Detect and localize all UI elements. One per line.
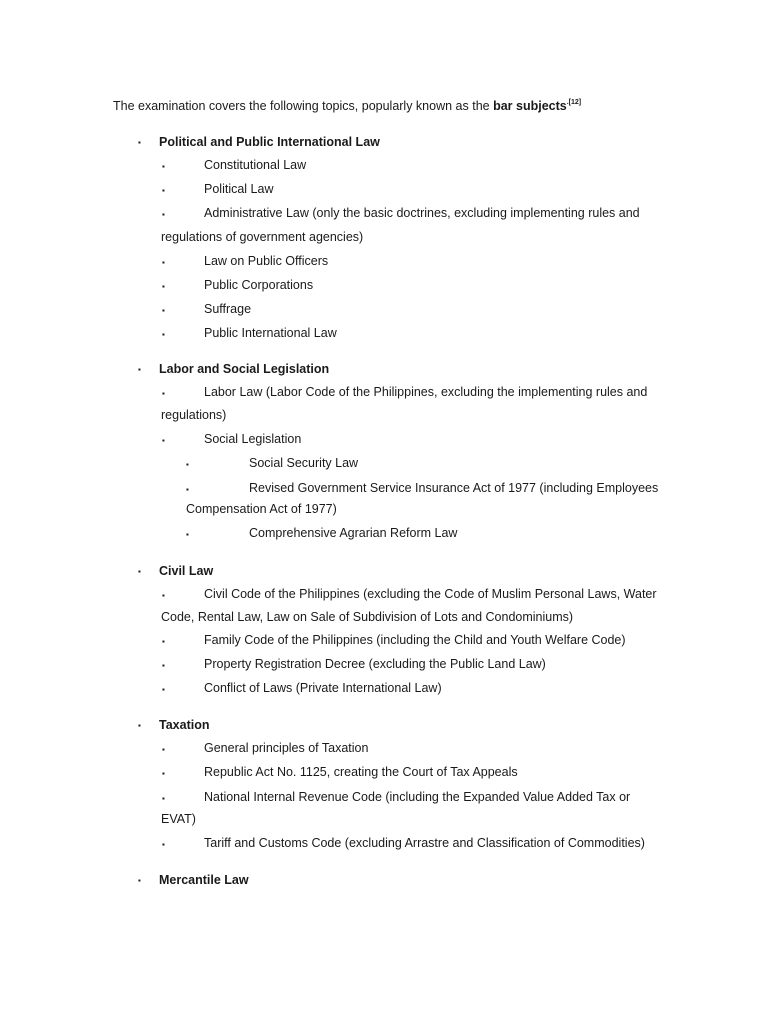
list-item: Family Code of the Philippines (including the Child and Youth Welfare Code)	[204, 633, 626, 647]
bullet-icon	[162, 258, 168, 268]
bullet-icon	[162, 389, 168, 399]
list-item-continuation: EVAT)	[161, 812, 196, 826]
bullet-icon	[162, 330, 168, 340]
bullet-icon	[162, 162, 168, 172]
bullet-icon	[162, 685, 168, 695]
reference-link[interactable]: .[12]	[566, 99, 582, 106]
section-heading: Mercantile Law	[159, 873, 249, 887]
list-item: National Internal Revenue Code (including the Expanded Value Added Tax or	[204, 790, 631, 804]
bullet-icon	[138, 138, 144, 148]
bullet-icon	[162, 306, 168, 316]
bullet-icon	[162, 282, 168, 292]
section-heading: Taxation	[159, 718, 210, 732]
list-item: Social Legislation	[204, 432, 302, 446]
list-item: Conflict of Laws (Private International Law)	[204, 681, 442, 695]
bullet-icon	[138, 876, 144, 886]
list-item: Labor Law (Labor Code of the Philippines, excluding the implementing rules and	[204, 385, 648, 399]
sub-list-item: Comprehensive Agrarian Reform Law	[249, 526, 458, 540]
bullet-icon	[162, 769, 168, 779]
sub-list-item-continuation: Compensation Act of 1977)	[186, 502, 337, 516]
list-item-continuation: regulations of government agencies)	[161, 230, 364, 244]
list-item: General principles of Taxation	[204, 741, 369, 755]
list-item: Law on Public Officers	[204, 254, 329, 268]
list-item-continuation: regulations)	[161, 408, 227, 422]
bullet-icon	[138, 365, 144, 375]
bullet-icon	[138, 567, 144, 577]
intro-bold-term: bar subjects	[493, 99, 567, 113]
intro-text: The examination covers the following topics, popularly known as the	[113, 99, 494, 113]
list-item: Constitutional Law	[204, 158, 307, 172]
bullet-icon	[186, 460, 192, 470]
list-item: Public International Law	[204, 326, 337, 340]
list-item: Administrative Law (only the basic doctrines, excluding implementing rules and	[204, 206, 640, 220]
list-item-continuation: Code, Rental Law, Law on Sale of Subdivision of Lots and Condominiums)	[161, 610, 574, 624]
list-item: Public Corporations	[204, 278, 314, 292]
list-item: Suffrage	[204, 302, 252, 316]
bullet-icon	[186, 530, 192, 540]
section-heading: Civil Law	[159, 564, 214, 578]
list-item: Tariff and Customs Code (excluding Arrastre and Classification of Commodities)	[204, 836, 645, 850]
sub-list-item: Revised Government Service Insurance Act of 1977 (including Employees	[249, 481, 659, 495]
bullet-icon	[186, 485, 192, 495]
section-heading: Political and Public International Law	[159, 135, 380, 149]
bullet-icon	[162, 436, 168, 446]
bullet-icon	[162, 637, 168, 647]
intro-paragraph	[113, 99, 673, 113]
bullet-icon	[162, 591, 168, 601]
bullet-icon	[162, 794, 168, 804]
list-item: Republic Act No. 1125, creating the Court of Tax Appeals	[204, 765, 518, 779]
section-heading: Labor and Social Legislation	[159, 362, 330, 376]
list-item: Property Registration Decree (excluding the Public Land Law)	[204, 657, 546, 671]
bullet-icon	[162, 210, 168, 220]
bullet-icon	[162, 745, 168, 755]
sub-list-item: Social Security Law	[249, 456, 359, 470]
bullet-icon	[162, 840, 168, 850]
bullet-icon	[162, 186, 168, 196]
bullet-icon	[138, 721, 144, 731]
list-item: Civil Code of the Philippines (excluding the Code of Muslim Personal Laws, Water	[204, 587, 657, 601]
list-item: Political Law	[204, 182, 274, 196]
bullet-icon	[162, 661, 168, 671]
